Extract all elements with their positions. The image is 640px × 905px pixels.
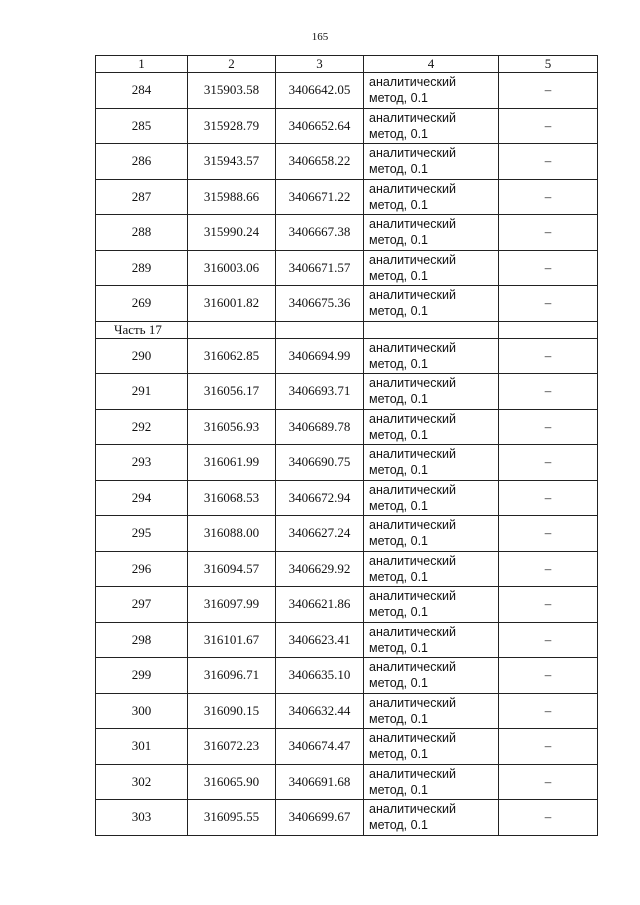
y-coordinate-cell: 3406693.71 xyxy=(276,374,364,410)
table-row xyxy=(96,338,598,374)
point-number-cell: 300 xyxy=(96,693,188,729)
method-line-2: метод, 0.1 xyxy=(369,498,429,513)
method-line-2: метод, 0.1 xyxy=(369,162,429,177)
x-coordinate-cell: 316072.23 xyxy=(188,729,276,765)
empty-cell xyxy=(499,321,598,338)
note-cell: – xyxy=(499,800,598,836)
method-line-1: аналитический xyxy=(369,376,456,391)
table-row xyxy=(96,374,598,410)
page-number: 165 xyxy=(311,31,329,43)
table-row xyxy=(96,764,598,800)
method-cell xyxy=(364,729,499,765)
method-line-2: метод, 0.1 xyxy=(369,233,429,248)
method-line-2: метод, 0.1 xyxy=(369,747,429,762)
x-coordinate-cell: 316056.93 xyxy=(188,409,276,445)
y-coordinate-cell: 3406632.44 xyxy=(276,693,364,729)
point-number-cell: 294 xyxy=(96,480,188,516)
point-number-cell: 301 xyxy=(96,729,188,765)
note-cell: – xyxy=(499,622,598,658)
y-coordinate-cell: 3406671.22 xyxy=(276,179,364,215)
x-coordinate-cell: 316095.55 xyxy=(188,800,276,836)
x-coordinate-cell: 316061.99 xyxy=(188,445,276,481)
table-row xyxy=(96,480,598,516)
point-number-cell: 287 xyxy=(96,179,188,215)
x-coordinate-cell: 315990.24 xyxy=(188,215,276,251)
x-coordinate-cell: 316062.85 xyxy=(188,338,276,374)
note-cell: – xyxy=(499,179,598,215)
method-line-1: аналитический xyxy=(369,624,456,639)
method-cell xyxy=(364,144,499,180)
x-coordinate-cell: 316065.90 xyxy=(188,764,276,800)
method-line-2: метод, 0.1 xyxy=(369,711,429,726)
y-coordinate-cell: 3406642.05 xyxy=(276,73,364,109)
note-cell: – xyxy=(499,729,598,765)
method-line-1: аналитический xyxy=(369,660,456,675)
note-cell: – xyxy=(499,445,598,481)
method-cell xyxy=(364,800,499,836)
coordinates-table xyxy=(95,55,598,836)
note-cell: – xyxy=(499,73,598,109)
x-coordinate-cell: 316003.06 xyxy=(188,250,276,286)
y-coordinate-cell: 3406667.38 xyxy=(276,215,364,251)
table-row xyxy=(96,658,598,694)
y-coordinate-cell: 3406671.57 xyxy=(276,250,364,286)
point-number-cell: 293 xyxy=(96,445,188,481)
method-line-2: метод, 0.1 xyxy=(369,463,429,478)
method-cell xyxy=(364,409,499,445)
y-coordinate-cell: 3406690.75 xyxy=(276,445,364,481)
method-cell xyxy=(364,445,499,481)
method-line-1: аналитический xyxy=(369,731,456,746)
x-coordinate-cell: 315903.58 xyxy=(188,73,276,109)
method-line-1: аналитический xyxy=(369,75,456,90)
note-cell: – xyxy=(499,551,598,587)
method-line-1: аналитический xyxy=(369,518,456,533)
column-header: 1 xyxy=(96,56,188,73)
table-row xyxy=(96,693,598,729)
point-number-cell: 285 xyxy=(96,108,188,144)
x-coordinate-cell: 316001.82 xyxy=(188,286,276,322)
method-cell xyxy=(364,658,499,694)
method-cell xyxy=(364,286,499,322)
x-coordinate-cell: 316097.99 xyxy=(188,587,276,623)
empty-cell xyxy=(188,321,276,338)
y-coordinate-cell: 3406621.86 xyxy=(276,587,364,623)
table-row xyxy=(96,108,598,144)
method-line-1: аналитический xyxy=(369,110,456,125)
y-coordinate-cell: 3406689.78 xyxy=(276,409,364,445)
note-cell: – xyxy=(499,374,598,410)
method-line-2: метод, 0.1 xyxy=(369,268,429,283)
note-cell: – xyxy=(499,250,598,286)
method-cell xyxy=(364,587,499,623)
method-cell xyxy=(364,179,499,215)
x-coordinate-cell: 316056.17 xyxy=(188,374,276,410)
point-number-cell: 297 xyxy=(96,587,188,623)
table-row xyxy=(96,587,598,623)
point-number-cell: 298 xyxy=(96,622,188,658)
method-line-2: метод, 0.1 xyxy=(369,676,429,691)
method-cell xyxy=(364,516,499,552)
method-cell xyxy=(364,693,499,729)
note-cell: – xyxy=(499,516,598,552)
method-line-1: аналитический xyxy=(369,695,456,710)
method-line-1: аналитический xyxy=(369,482,456,497)
table-body-after xyxy=(96,338,598,835)
table-row xyxy=(96,551,598,587)
table-row xyxy=(96,409,598,445)
point-number-cell: 302 xyxy=(96,764,188,800)
empty-cell xyxy=(276,321,364,338)
y-coordinate-cell: 3406694.99 xyxy=(276,338,364,374)
method-line-2: метод, 0.1 xyxy=(369,534,429,549)
method-cell xyxy=(364,215,499,251)
point-number-cell: 284 xyxy=(96,73,188,109)
empty-cell xyxy=(364,321,499,338)
table-row xyxy=(96,286,598,322)
table-row xyxy=(96,250,598,286)
column-header: 5 xyxy=(499,56,598,73)
y-coordinate-cell: 3406623.41 xyxy=(276,622,364,658)
part-section xyxy=(96,321,598,338)
method-line-1: аналитический xyxy=(369,411,456,426)
note-cell: – xyxy=(499,764,598,800)
table-row xyxy=(96,144,598,180)
note-cell: – xyxy=(499,409,598,445)
method-cell xyxy=(364,551,499,587)
x-coordinate-cell: 315988.66 xyxy=(188,179,276,215)
note-cell: – xyxy=(499,144,598,180)
point-number-cell: 286 xyxy=(96,144,188,180)
point-number-cell: 269 xyxy=(96,286,188,322)
point-number-cell: 303 xyxy=(96,800,188,836)
x-coordinate-cell: 316090.15 xyxy=(188,693,276,729)
method-cell xyxy=(364,73,499,109)
point-number-cell: 295 xyxy=(96,516,188,552)
method-line-2: метод, 0.1 xyxy=(369,91,429,106)
table-row xyxy=(96,729,598,765)
method-line-2: метод, 0.1 xyxy=(369,304,429,319)
point-number-cell: 291 xyxy=(96,374,188,410)
x-coordinate-cell: 316088.00 xyxy=(188,516,276,552)
y-coordinate-cell: 3406658.22 xyxy=(276,144,364,180)
note-cell: – xyxy=(499,587,598,623)
note-cell: – xyxy=(499,215,598,251)
method-line-1: аналитический xyxy=(369,181,456,196)
method-cell xyxy=(364,622,499,658)
method-line-1: аналитический xyxy=(369,288,456,303)
x-coordinate-cell: 315943.57 xyxy=(188,144,276,180)
method-line-2: метод, 0.1 xyxy=(369,392,429,407)
note-cell: – xyxy=(499,338,598,374)
method-line-2: метод, 0.1 xyxy=(369,605,429,620)
table-row xyxy=(96,516,598,552)
y-coordinate-cell: 3406699.67 xyxy=(276,800,364,836)
method-line-1: аналитический xyxy=(369,553,456,568)
part-heading-row xyxy=(96,321,598,338)
column-header: 4 xyxy=(364,56,499,73)
note-cell: – xyxy=(499,286,598,322)
y-coordinate-cell: 3406675.36 xyxy=(276,286,364,322)
table-header-row xyxy=(96,56,598,73)
x-coordinate-cell: 316094.57 xyxy=(188,551,276,587)
table-body-before xyxy=(96,73,598,322)
method-line-1: аналитический xyxy=(369,340,456,355)
y-coordinate-cell: 3406672.94 xyxy=(276,480,364,516)
note-cell: – xyxy=(499,693,598,729)
y-coordinate-cell: 3406674.47 xyxy=(276,729,364,765)
method-line-1: аналитический xyxy=(369,447,456,462)
method-line-2: метод, 0.1 xyxy=(369,356,429,371)
column-header: 2 xyxy=(188,56,276,73)
point-number-cell: 288 xyxy=(96,215,188,251)
table-row xyxy=(96,800,598,836)
part-label: Часть 17 xyxy=(96,321,188,338)
point-number-cell: 290 xyxy=(96,338,188,374)
method-line-2: метод, 0.1 xyxy=(369,569,429,584)
point-number-cell: 299 xyxy=(96,658,188,694)
method-line-2: метод, 0.1 xyxy=(369,782,429,797)
note-cell: – xyxy=(499,108,598,144)
method-cell xyxy=(364,764,499,800)
x-coordinate-cell: 316101.67 xyxy=(188,622,276,658)
method-line-1: аналитический xyxy=(369,217,456,232)
method-cell xyxy=(364,338,499,374)
method-cell xyxy=(364,108,499,144)
method-line-2: метод, 0.1 xyxy=(369,640,429,655)
point-number-cell: 292 xyxy=(96,409,188,445)
method-line-2: метод, 0.1 xyxy=(369,126,429,141)
column-header: 3 xyxy=(276,56,364,73)
method-line-2: метод, 0.1 xyxy=(369,197,429,212)
method-line-2: метод, 0.1 xyxy=(369,818,429,833)
method-cell xyxy=(364,374,499,410)
method-cell xyxy=(364,480,499,516)
y-coordinate-cell: 3406629.92 xyxy=(276,551,364,587)
y-coordinate-cell: 3406635.10 xyxy=(276,658,364,694)
method-line-1: аналитический xyxy=(369,146,456,161)
x-coordinate-cell: 316068.53 xyxy=(188,480,276,516)
y-coordinate-cell: 3406652.64 xyxy=(276,108,364,144)
table-row xyxy=(96,445,598,481)
y-coordinate-cell: 3406691.68 xyxy=(276,764,364,800)
method-line-1: аналитический xyxy=(369,589,456,604)
y-coordinate-cell: 3406627.24 xyxy=(276,516,364,552)
table-row xyxy=(96,73,598,109)
note-cell: – xyxy=(499,480,598,516)
table-row xyxy=(96,179,598,215)
method-line-1: аналитический xyxy=(369,802,456,817)
method-line-2: метод, 0.1 xyxy=(369,427,429,442)
point-number-cell: 289 xyxy=(96,250,188,286)
table-row xyxy=(96,215,598,251)
method-line-1: аналитический xyxy=(369,252,456,267)
x-coordinate-cell: 316096.71 xyxy=(188,658,276,694)
method-cell xyxy=(364,250,499,286)
method-line-1: аналитический xyxy=(369,766,456,781)
point-number-cell: 296 xyxy=(96,551,188,587)
note-cell: – xyxy=(499,658,598,694)
table-row xyxy=(96,622,598,658)
x-coordinate-cell: 315928.79 xyxy=(188,108,276,144)
